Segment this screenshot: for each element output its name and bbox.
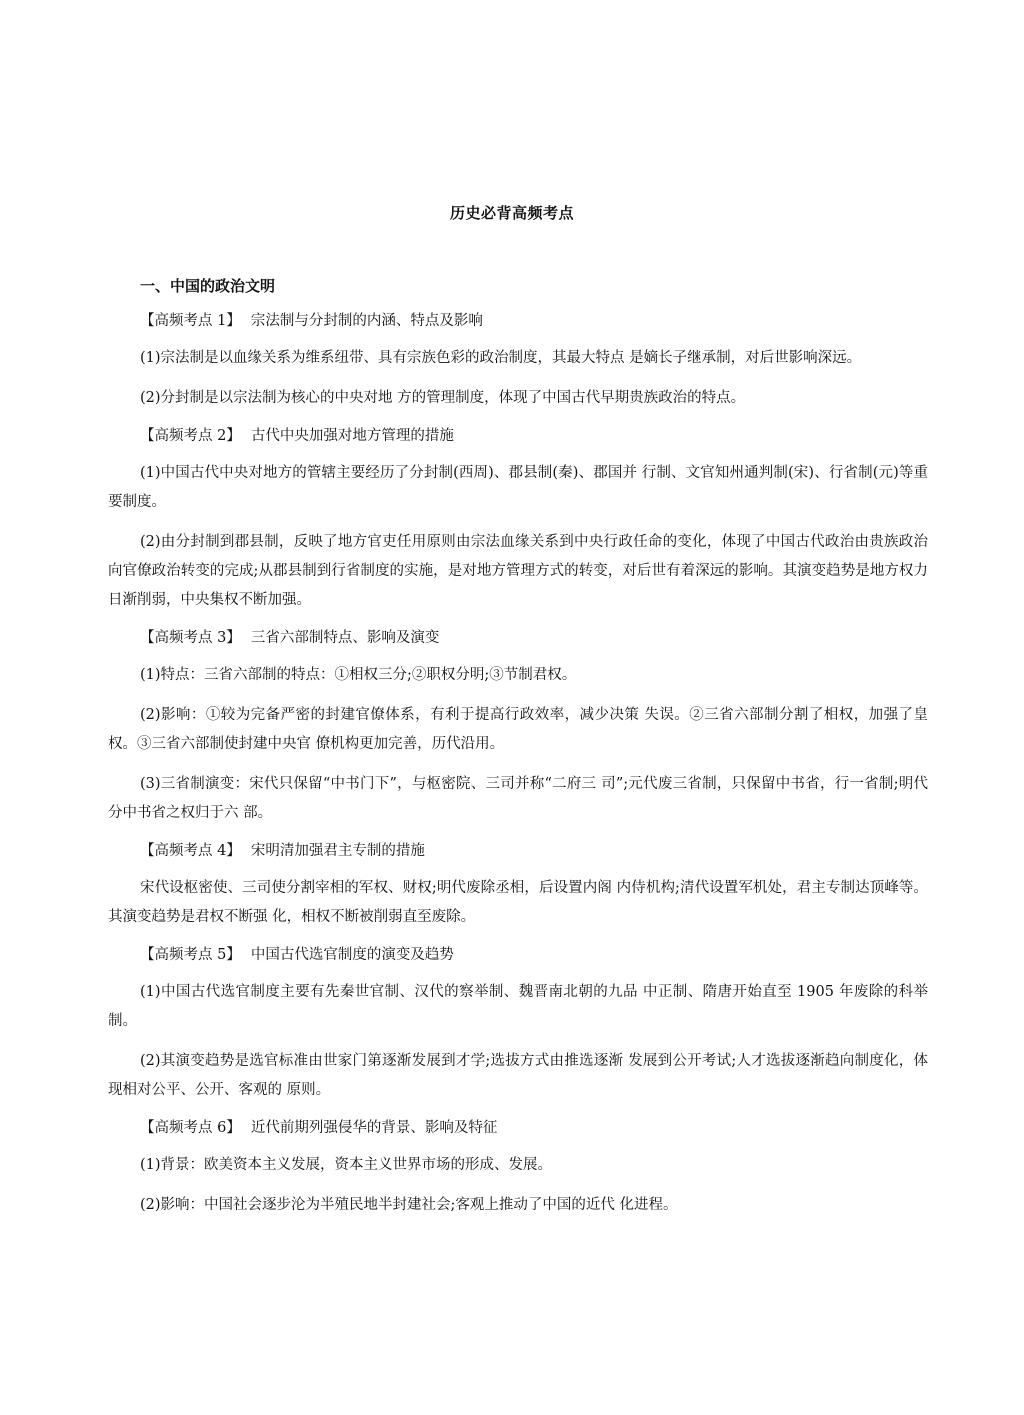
key-point-tag: 【高频考点 5】 <box>140 947 241 963</box>
paragraph: (1)中国古代选官制度主要有先秦世官制、汉代的察举制、魏晋南北朝的九品 中正制、隋唐开始直至 1905 年废除的科举制。 <box>108 984 928 1029</box>
key-point-6 <box>108 1116 928 1220</box>
paragraph: (1)中国古代中央对地方的管辖主要经历了分封制(西周)、郡县制(秦)、郡国并 行制、文官知州通判制(宋)、行省制(元)等重要制度。 <box>108 465 928 510</box>
key-point-2 <box>108 424 928 615</box>
paragraph: (2)影响：中国社会逐步沦为半殖民地半封建社会;客观上推动了中国的近代 化进程。 <box>140 1197 678 1213</box>
key-point-heading <box>140 839 928 863</box>
section-heading: 一、中国的政治文明 <box>140 277 276 295</box>
key-point-1 <box>108 309 928 413</box>
paragraph: 宋代设枢密使、三司使分割宰相的军权、财权;明代废除丞相，后设置内阁 内侍机构;清代设置军机处，君主专制达顶峰等。其演变趋势是君权不断强 化，相权不断被削弱直至废除。 <box>108 880 928 925</box>
key-point-heading <box>140 1116 928 1140</box>
key-point-tag: 【高频考点 2】 <box>140 428 241 444</box>
key-point-3 <box>108 626 928 828</box>
key-point-title: 宋明清加强君主专制的措施 <box>250 843 425 859</box>
key-point-title: 近代前期列强侵华的背景、影响及特征 <box>250 1120 498 1136</box>
key-point-tag: 【高频考点 3】 <box>140 630 241 646</box>
paragraph: (2)由分封制到郡县制，反映了地方官吏任用原则由宗法血缘关系到中央行政任命的变化，体现了中国古代政治由贵族政治向官僚政治转变的完成;从郡县制到行省制度的实施，是对地方管理方式的转变，对后世有着深远的影响。其演变趋势是地方权力日渐削弱，中央集权不断加强。 <box>108 534 928 608</box>
key-point-title: 宗法制与分封制的内涵、特点及影响 <box>250 313 483 329</box>
paragraph: (2)影响：①较为完备严密的封建官僚体系，有利于提高行政效率，减少决策 失误。②三省六部制分割了相权，加强了皇权。③三省六部制使封建中央官 僚机构更加完善，历代沿用。 <box>108 707 928 752</box>
paragraph: (2)其演变趋势是选官标准由世家门第逐渐发展到才学;选拔方式由推选逐渐 发展到公开考试;人才选拔逐渐趋向制度化，体现相对公平、公开、客观的 原则。 <box>108 1053 928 1098</box>
key-point-tag: 【高频考点 4】 <box>140 843 241 859</box>
paragraph: (2)分封制是以宗法制为核心的中央对地 方的管理制度，体现了中国古代早期贵族政治的特点。 <box>140 390 746 406</box>
key-point-tag: 【高频考点 6】 <box>140 1120 241 1136</box>
key-point-heading <box>140 943 928 967</box>
key-point-heading <box>140 424 928 448</box>
paragraph: (1)特点：三省六部制的特点：①相权三分;②职权分明;③节制君权。 <box>140 667 577 683</box>
key-point-title: 三省六部制特点、影响及演变 <box>250 630 440 646</box>
key-point-title: 古代中央加强对地方管理的措施 <box>250 428 454 444</box>
paragraph: (3)三省制演变：宋代只保留“中书门下”，与枢密院、三司并称“二府三 司”;元代废三省制，只保留中书省，行一省制;明代分中书省之权归于六 部。 <box>108 776 928 821</box>
key-point-5 <box>108 943 928 1105</box>
key-point-4 <box>108 839 928 932</box>
paragraph: (1)宗法制是以血缘关系为维系纽带、具有宗族色彩的政治制度，其最大特点 是嫡长子继承制，对后世影响深远。 <box>140 350 862 366</box>
document-body <box>108 274 928 1231</box>
page-title: 历史必背高频考点 <box>449 204 574 222</box>
key-point-heading <box>140 626 928 650</box>
paragraph: (1)背景：欧美资本主义发展，资本主义世界市场的形成、发展。 <box>140 1157 553 1173</box>
key-point-title: 中国古代选官制度的演变及趋势 <box>250 947 454 963</box>
key-point-heading <box>140 309 928 333</box>
key-point-tag: 【高频考点 1】 <box>140 313 241 329</box>
